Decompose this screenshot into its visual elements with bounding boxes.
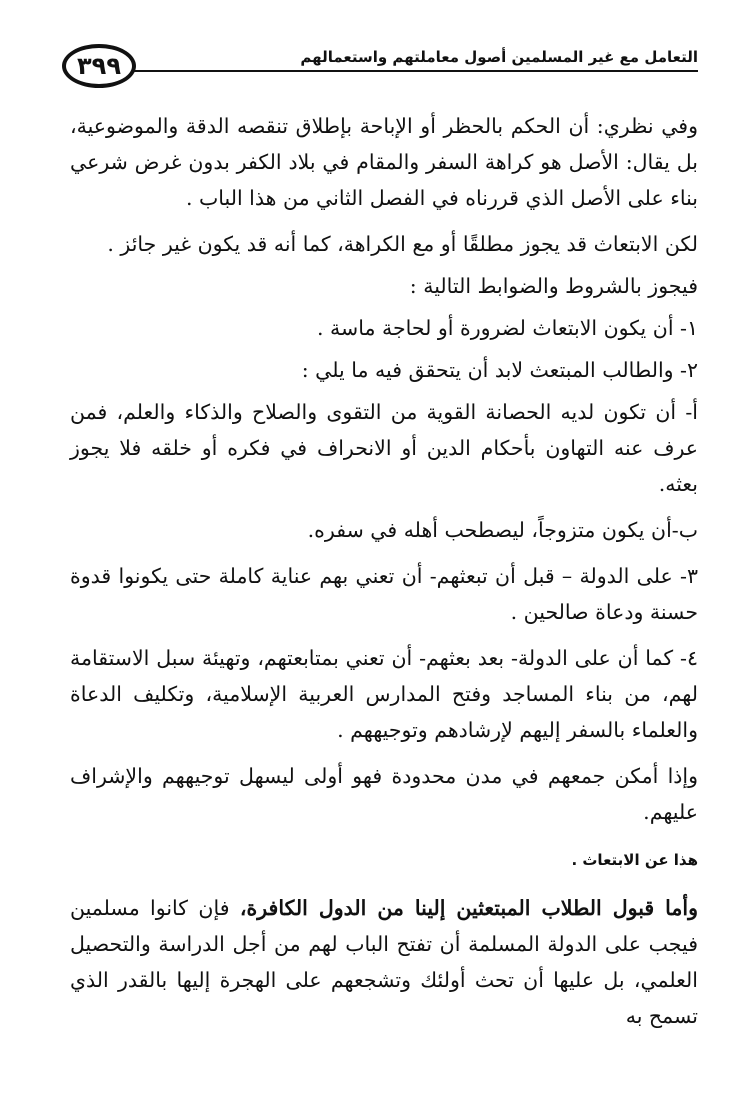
header-rule (134, 70, 698, 72)
condition-2a: أ- أن تكون لديه الحصانة القوية من التقوى والصلاح والذكاء والعلم، فمن عرف عنه التهاون بأحكام الدين أو الانحراف في فكره أو خلقه فلا يجوز بعثه. (70, 400, 698, 496)
paragraph-incoming-students (70, 890, 698, 1034)
paragraph-2: لكن الابتعاث قد يجوز مطلقًا أو مع الكراهة، كما أنه قد يكون غير جائز . (107, 232, 698, 256)
condition-1: ١- أن يكون الابتعاث لضرورة أو لحاجة ماسة . (317, 316, 698, 340)
paragraph-1: وفي نظري: أن الحكم بالحظر أو الإباحة بإطلاق تنقصه الدقة والموضوعية، بل يقال: الأصل هو كراهة السفر والمقام في بلاد الكفر بدون غرض شرعي بناء على الأصل الذي قررناه في الفصل الثاني من هذا الباب . (70, 114, 698, 210)
running-title: التعامل مع غير المسلمين أصول معاملتهم واستعمالهم (300, 48, 698, 66)
condition-4: ٤- كما أن على الدولة- بعد بعثهم- أن تعني بمتابعتهم، وتهيئة سبل الاستقامة لهم، من بناء المساجد وفتح المدارس العربية الإسلامية، وتكليف الدعاة والعلماء بالسفر إليهم لإرشادهم وتوجيههم . (70, 646, 698, 742)
page-number: ٣٩٩ (62, 44, 136, 88)
incoming-students-text: فإن كانوا مسلمين فيجب على الدولة المسلمة أن تفتح الباب لهم من أجل الدراسة والتحصيل العلمي، بل عليها أن تحث أولئك وتشجعهم على الهجرة إليها بالقدر الذي تسمح به (70, 896, 698, 1028)
condition-2: ٢- والطالب المبتعث لابد أن يتحقق فيه ما يلي : (301, 358, 698, 382)
condition-2b: ب-أن يكون متزوجاً، ليصطحب أهله في سفره. (307, 518, 698, 542)
page-header (62, 44, 698, 94)
paragraph-3: فيجوز بالشروط والضوابط التالية : (409, 274, 698, 298)
condition-3: ٣- على الدولة – قبل أن تبعثهم- أن تعني بهم عناية كاملة حتى يكونوا قدوة حسنة ودعاة صالحين . (70, 564, 698, 624)
page-body (70, 108, 698, 1044)
incoming-students-lead: وأما قبول الطلاب المبتعثين إلينا من الدول الكافرة، (239, 896, 698, 920)
paragraph-gathering: وإذا أمكن جمعهم في مدن محدودة فهو أولى ليسهل توجيههم والإشراف عليهم. (70, 764, 698, 824)
section-subheading: هذا عن الابتعاث . (571, 851, 698, 869)
